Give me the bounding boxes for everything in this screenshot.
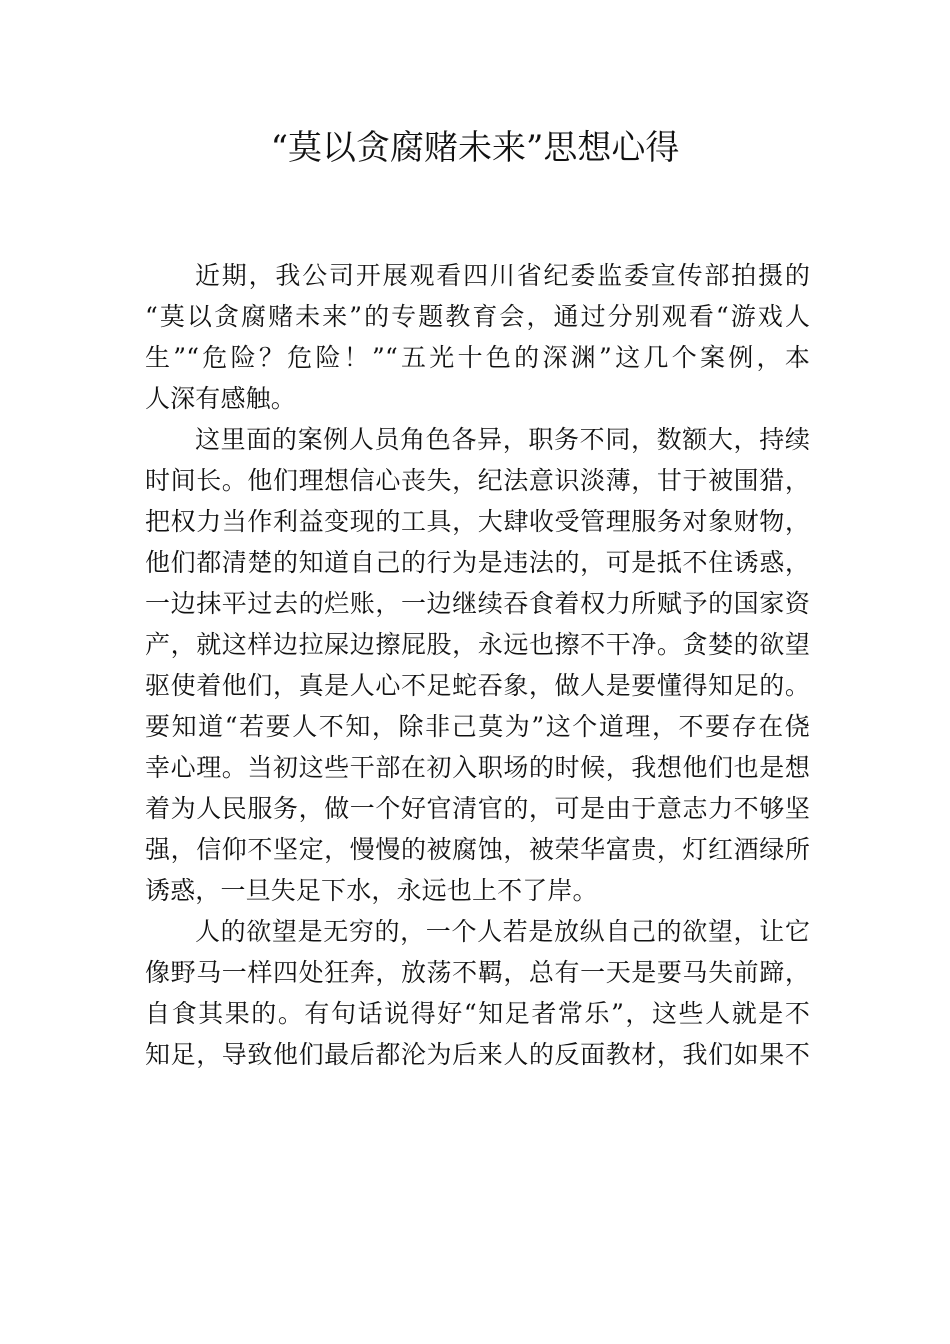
paragraph-1-line-2: “莫以贪腐赌未来”的专题教育会，通过分别观看“游戏人 (145, 302, 810, 331)
paragraph-2-line-3: 把权力当作利益变现的工具，大肆收受管理服务对象财物， (145, 507, 810, 536)
paragraph-2-line-8: 要知道“若要人不知，除非己莫为”这个道理，不要存在侥 (145, 712, 810, 741)
paragraph-2-line-6: 产，就这样边拉屎边擦屁股，永远也擦不干净。贪婪的欲望 (145, 630, 810, 659)
paragraph-2-line-2: 时间长。他们理想信心丧失，纪法意识淡薄，甘于被围猎， (145, 466, 810, 495)
paragraph-2-line-10: 着为人民服务，做一个好官清官的，可是由于意志力不够坚 (145, 794, 810, 823)
paragraph-2-line-11: 强，信仰不坚定，慢慢的被腐蚀，被荣华富贵，灯红酒绿所 (145, 835, 810, 864)
document-title: “莫以贪腐赌未来”思想心得 (270, 128, 680, 168)
paragraph-2-line-12: 诱惑，一旦失足下水，永远也上不了岸。 (145, 876, 598, 905)
paragraph-2-line-9: 幸心理。当初这些干部在初入职场的时候，我想他们也是想 (145, 753, 810, 782)
paragraph-2-line-5: 一边抹平过去的烂账，一边继续吞食着权力所赋予的国家资 (145, 589, 810, 618)
paragraph-1-line-3: 生”“危险？危险！”“五光十色的深渊”这几个案例，本 (145, 343, 810, 372)
document-body (145, 255, 810, 1075)
paragraph-3-line-3: 自食其果的。有句话说得好“知足者常乐”，这些人就是不 (145, 999, 810, 1028)
paragraph-2-line-1: 这里面的案例人员角色各异，职务不同，数额大，持续 (195, 425, 810, 454)
paragraph-3-line-2: 像野马一样四处狂奔，放荡不羁，总有一天是要马失前蹄， (145, 958, 810, 987)
paragraph-3-line-1: 人的欲望是无穷的，一个人若是放纵自己的欲望，让它 (195, 917, 810, 946)
paragraph-3-line-4: 知足，导致他们最后都沦为后来人的反面教材，我们如果不 (145, 1040, 810, 1069)
paragraph-1-line-4: 人深有感触。 (145, 384, 296, 413)
paragraph-2-line-4: 他们都清楚的知道自己的行为是违法的，可是抵不住诱惑， (145, 548, 810, 577)
paragraph-2-line-7: 驱使着他们，真是人心不足蛇吞象，做人是要懂得知足的。 (145, 671, 810, 700)
paragraph-1-line-1: 近期，我公司开展观看四川省纪委监委宣传部拍摄的 (195, 261, 810, 290)
